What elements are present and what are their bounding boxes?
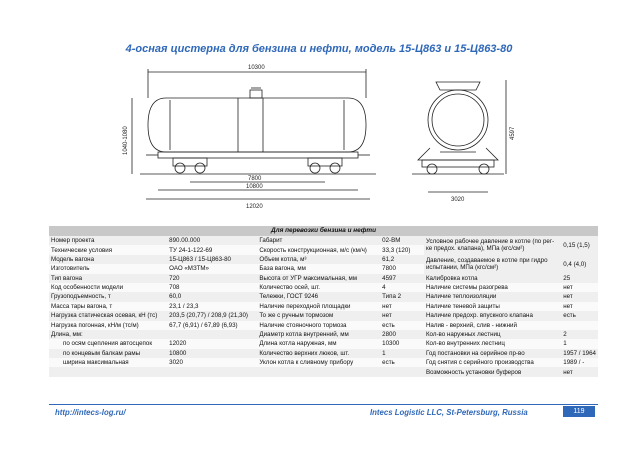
table-row [49, 283, 598, 292]
footer-url[interactable]: http://intecs-log.ru/ [55, 408, 126, 417]
cell: ТУ 24-1-122-69 [167, 245, 257, 254]
cell: 4 [380, 283, 424, 292]
dim-couplers: 12020 [246, 204, 263, 210]
cell: Код особенности модели [49, 283, 167, 292]
cell: 1 [380, 349, 424, 358]
cell: Длина котла наружная, мм [257, 339, 380, 348]
cell: 203,5 (20,77) / 208,9 (21,30) [167, 311, 257, 320]
tank-car-drawing [118, 60, 518, 210]
page-title: 4-осная цистерна для бензина и нефти, модель 15-Ц863 и 15-Ц863-80 [125, 43, 513, 55]
cell: Грузоподъемность, т [49, 292, 167, 301]
cell: Налив - верхний, слив - нижний [424, 321, 561, 330]
spec-table [49, 226, 598, 377]
cell: Модель вагона [49, 255, 167, 264]
cell: Возможность установки буферов [424, 367, 561, 376]
table-row [49, 255, 598, 264]
cell: База вагона, мм [257, 264, 380, 273]
cell: Кол-во внутренних лестниц [424, 339, 561, 348]
cell: Тележки, ГОСТ 9246 [257, 292, 380, 301]
cell: есть [380, 321, 424, 330]
cell: Условное рабочее давление в котле (по рег-ке предох. клапана), МПа (кгс/см²) [424, 236, 561, 255]
table-row [49, 302, 598, 311]
cell: 12020 [167, 339, 257, 348]
dim-base: 7800 [248, 176, 262, 182]
cell: нет [380, 311, 424, 320]
table-row [49, 292, 598, 301]
cell: 890.00.000 [167, 236, 257, 245]
dim-width: 3020 [451, 197, 465, 203]
cell: Количество осей, шт. [257, 283, 380, 292]
table-row [49, 358, 598, 367]
cell: Высота от УГР максимальная, мм [257, 274, 380, 283]
cell: нет [380, 302, 424, 311]
cell: Диаметр котла внутренний, мм [257, 330, 380, 339]
cell: 7800 [380, 264, 424, 273]
cell: 1957 / 1964 [561, 349, 598, 358]
cell: есть [380, 358, 424, 367]
cell: 10800 [167, 349, 257, 358]
cell: 2 [561, 330, 598, 339]
cell [561, 321, 598, 330]
cell: Нагрузка статическая осевая, кН (тс) [49, 311, 167, 320]
table-row [49, 236, 598, 245]
cell: Изготовитель [49, 264, 167, 273]
cell: Давление, создаваемое в котле при гидро испытании, МПа (кгс/см²) [424, 255, 561, 274]
cell: Наличие предохр. впускного клапана [424, 311, 561, 320]
cell: 3020 [167, 358, 257, 367]
cell: нет [561, 283, 598, 292]
cell: нет [561, 302, 598, 311]
cell: Калибровка котла [424, 274, 561, 283]
cell: 25 [561, 274, 598, 283]
cell: 61,2 [380, 255, 424, 264]
footer-company: Intecs Logistic LLC, St-Petersburg, Russia [370, 408, 528, 417]
cell: 2800 [380, 330, 424, 339]
cell: Номер проекта [49, 236, 167, 245]
cell: Типа 2 [380, 292, 424, 301]
cell: То же с ручным тормозом [257, 311, 380, 320]
footer-divider [49, 404, 598, 405]
cell: Скорость конструкционная, м/с (км/ч) [257, 245, 380, 254]
table-header: Для перевозки бензина и нефти [49, 226, 598, 236]
cell: Наличие теплоизоляции [424, 292, 561, 301]
dim-top: 10300 [248, 65, 265, 71]
cell: 60,0 [167, 292, 257, 301]
cell: 02-ВМ [380, 236, 424, 245]
page-number: 119 [563, 406, 595, 417]
cell: нет [561, 367, 598, 376]
table-row [49, 367, 598, 376]
cell: Габарит [257, 236, 380, 245]
cell: 0,4 (4,0) [561, 255, 598, 274]
cell: 33,3 (120) [380, 245, 424, 254]
table-row [49, 349, 598, 358]
cell: Год снятия с серийного производства [424, 358, 561, 367]
cell: Наличие теневой защиты [424, 302, 561, 311]
cell: Наличие стояночного тормоза [257, 321, 380, 330]
cell: Объем котла, м³ [257, 255, 380, 264]
table-row [49, 321, 598, 330]
cell: Масса тары вагона, т [49, 302, 167, 311]
cell: 67,7 (6,91) / 67,89 (6,93) [167, 321, 257, 330]
cell: 1989 / - [561, 358, 598, 367]
dim-frame: 10800 [246, 184, 263, 190]
cell: Длина, мм: [49, 330, 167, 339]
cell: 1 [561, 339, 598, 348]
cell: нет [561, 292, 598, 301]
cell: Нагрузка погонная, кН/м (тс/м) [49, 321, 167, 330]
cell: ОАО «МЗТМ» [167, 264, 257, 273]
cell: 0,15 (1,5) [561, 236, 598, 255]
cell: 10300 [380, 339, 424, 348]
cell: Кол-во наружных лестниц [424, 330, 561, 339]
cell: Количество верхних люков, шт. [257, 349, 380, 358]
cell: по осям сцепления автосцепок [49, 339, 167, 348]
cell: Технические условия [49, 245, 167, 254]
cell: 4597 [380, 274, 424, 283]
cell: 708 [167, 283, 257, 292]
cell: Уклон котла к сливному прибору [257, 358, 380, 367]
cell: ширина максимальная [49, 358, 167, 367]
cell: 15-Ц863 / 15-Ц863-80 [167, 255, 257, 264]
cell: 720 [167, 274, 257, 283]
dim-height: 4597 [510, 126, 516, 140]
cell: есть [561, 311, 598, 320]
cell: Наличие системы разогрева [424, 283, 561, 292]
table-row [49, 339, 598, 348]
dim-left: 1040-1080 [123, 126, 129, 155]
cell: по концевым балкам рамы [49, 349, 167, 358]
cell: 23,1 / 23,3 [167, 302, 257, 311]
table-row [49, 311, 598, 320]
cell: Наличие переходной площадки [257, 302, 380, 311]
cell: Год постановки на серийное пр-во [424, 349, 561, 358]
cell: Тип вагона [49, 274, 167, 283]
table-row [49, 274, 598, 283]
table-row [49, 330, 598, 339]
